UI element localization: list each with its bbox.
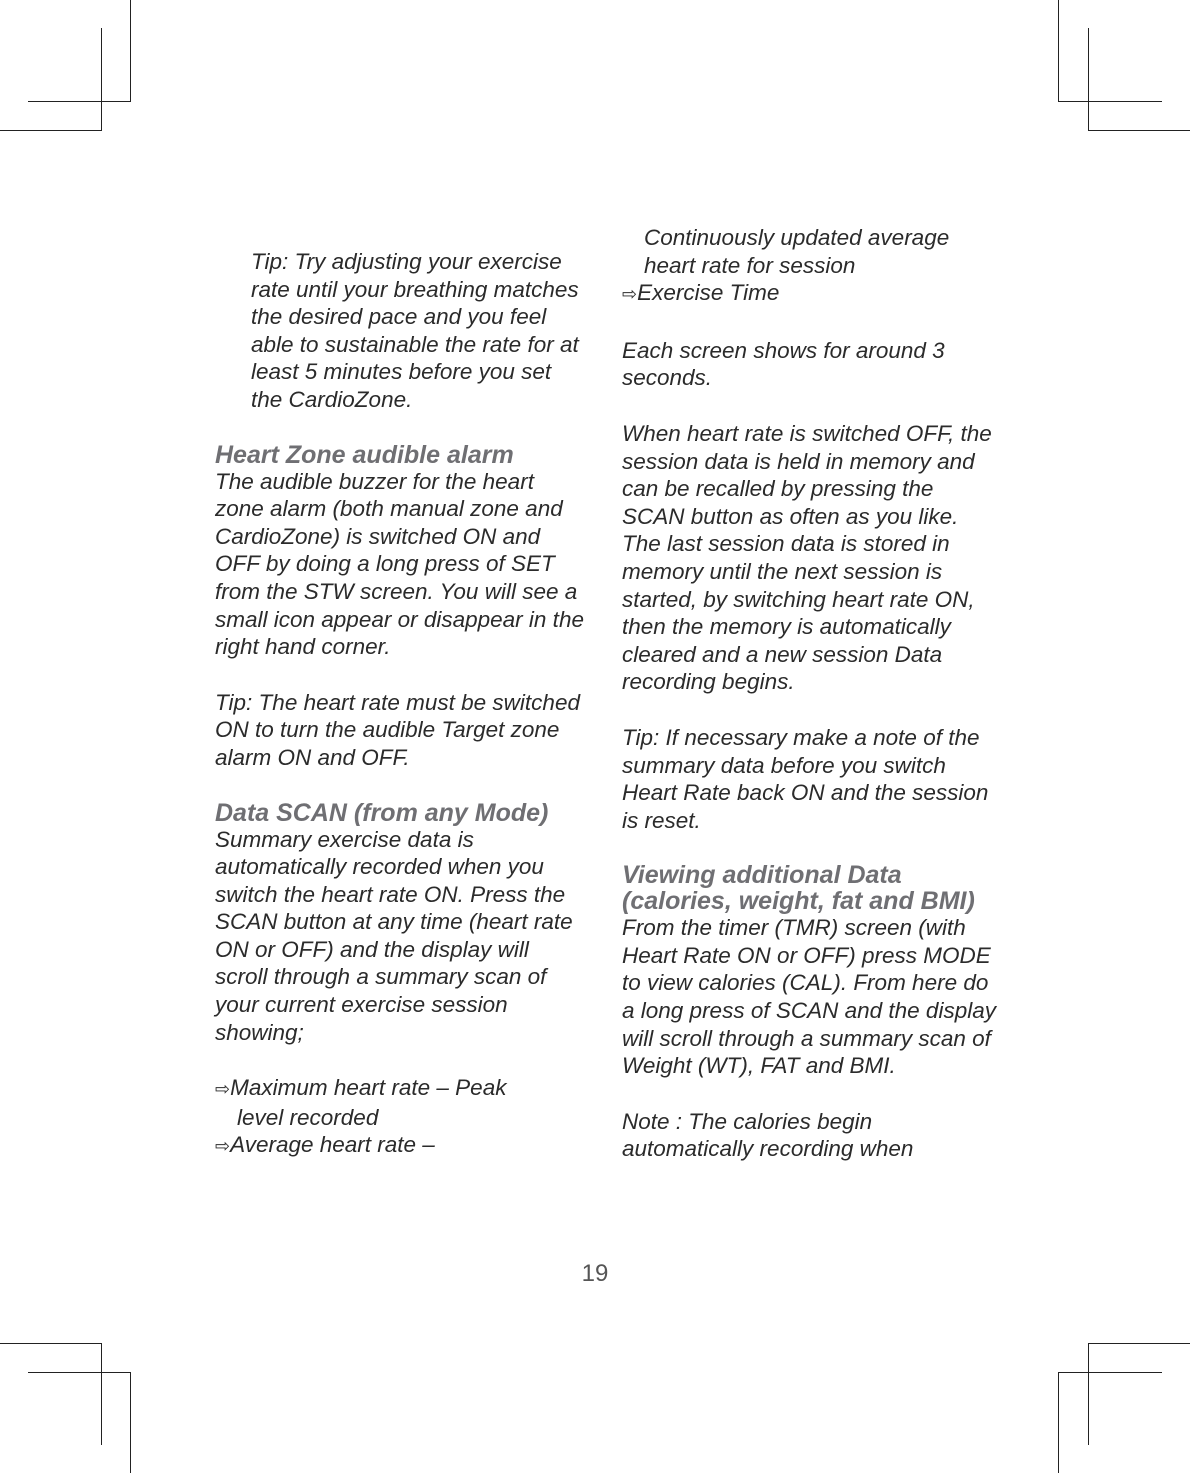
heading-data-scan: Data SCAN (from any Mode)	[215, 798, 549, 827]
scan-paragraph: Summary exercise data is automatically recorded when you switch the heart rate ON. Press the SCAN button at any time (heart rate ON or OFF) and the display will scroll through a summary scan of your current exercise session showing;	[215, 826, 573, 1045]
crop-mark	[1088, 28, 1089, 130]
crop-mark	[1088, 130, 1190, 131]
list-item: ⇨Maximum heart rate – Peak	[215, 1075, 507, 1101]
memory-paragraph: When heart rate is switched OFF, the session data is held in memory and can be recalled by pressing the SCAN button as often as you like. The last session data is stored in memory until the next session is started, by switching heart rate ON, then the memory is automatically cleared and a new session Data recording begins.	[622, 420, 992, 695]
crop-mark	[101, 28, 102, 130]
list-item: ⇨Average heart rate –	[215, 1132, 435, 1158]
crop-mark	[28, 101, 130, 102]
crop-mark	[1088, 1343, 1089, 1445]
crop-mark	[130, 0, 131, 102]
list-item-continuation: Continuously updated average heart rate for session	[644, 225, 950, 278]
list-item-continuation: level recorded	[237, 1104, 379, 1130]
crop-mark	[1058, 0, 1059, 102]
tip-paragraph: Tip: The heart rate must be switched ON to turn the audible Target zone alarm ON and OFF.	[215, 689, 580, 770]
arrow-right-icon: ⇨	[215, 1136, 231, 1157]
crop-mark	[1088, 1343, 1190, 1344]
alarm-paragraph: The audible buzzer for the heart zone alarm (both manual zone and CardioZone) is switched ON and OFF by doing a long press of SET from the STW screen. You will see a small icon appear or disappear in the right hand corner.	[215, 468, 584, 660]
heading-additional-data: Viewing additional Data (calories, weight, fat and BMI)	[622, 861, 975, 916]
note-paragraph: Note : The calories begin automatically recording when	[622, 1108, 914, 1162]
page-number: 19	[581, 1260, 609, 1287]
list-item: ⇨Exercise Time	[622, 280, 780, 306]
left-column	[215, 224, 585, 1161]
tip-paragraph: Tip: If necessary make a note of the summary data before you switch Heart Rate back ON and the session is reset.	[622, 724, 989, 833]
bullet-list	[215, 1074, 585, 1161]
crop-mark	[0, 1343, 102, 1344]
crop-mark	[101, 1343, 102, 1445]
heading-heart-zone-alarm: Heart Zone audible alarm	[215, 440, 514, 469]
additional-data-paragraph: From the timer (TMR) screen (with Heart Rate ON or OFF) press MODE to view calories (CAL). From here do a long press of SCAN and the display will scroll through a summary scan of Weight (WT), FAT and BMI.	[622, 915, 996, 1079]
right-column	[622, 224, 1002, 1163]
crop-mark	[1058, 1372, 1162, 1373]
crop-mark	[0, 130, 102, 131]
arrow-right-icon: ⇨	[215, 1079, 231, 1100]
tip-paragraph: Tip: Try adjusting your exercise rate until your breathing matches the desired pace and you feel able to sustainable the rate for at least 5 minutes before you set the CardioZone.	[251, 249, 579, 412]
screen-duration-paragraph: Each screen shows for around 3 seconds.	[622, 337, 945, 391]
crop-mark	[130, 1372, 131, 1473]
crop-mark	[1058, 1372, 1059, 1473]
arrow-right-icon: ⇨	[622, 284, 638, 305]
crop-mark	[28, 1372, 130, 1373]
crop-mark	[1058, 101, 1162, 102]
